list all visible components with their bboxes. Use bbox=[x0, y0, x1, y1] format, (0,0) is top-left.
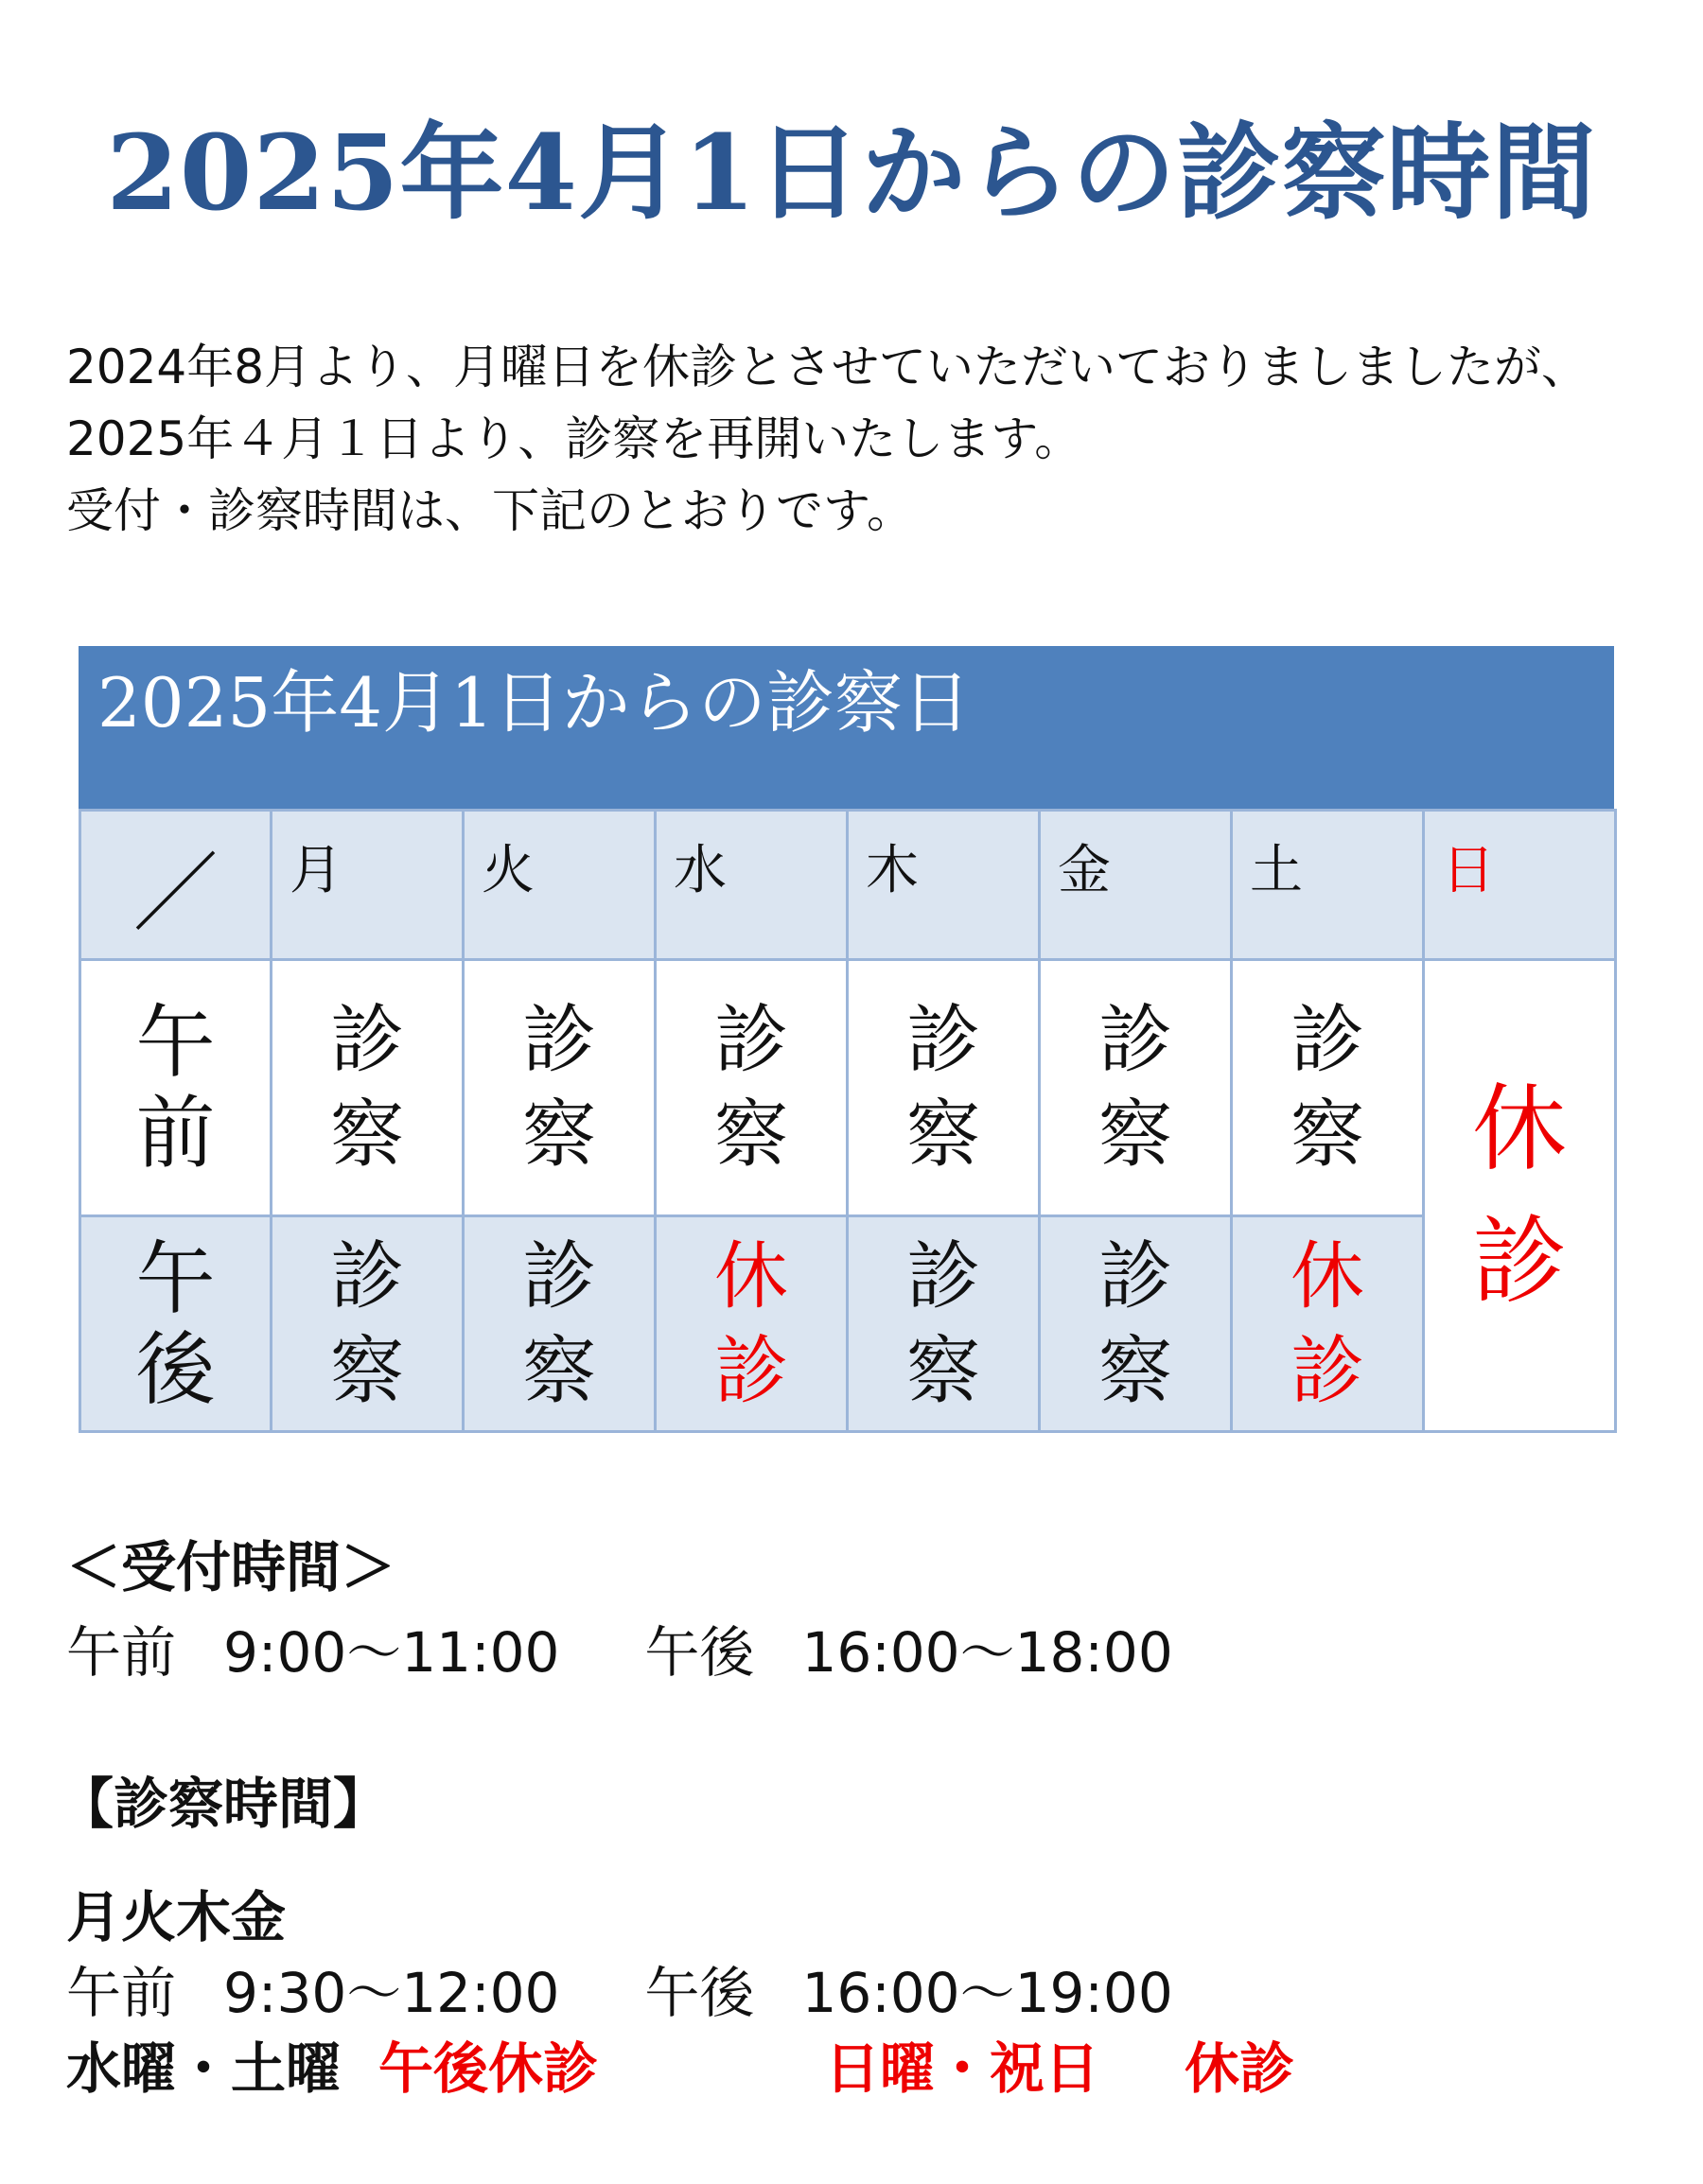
pm-mon-status: 診 察 bbox=[272, 1216, 464, 1432]
exam-heading: 【診察時間】 bbox=[59, 1772, 389, 1836]
exam-pm-time: 16:00～19:00 bbox=[801, 1961, 1173, 2025]
am-wed-status: 診 察 bbox=[656, 960, 848, 1216]
intro-text bbox=[66, 331, 1684, 547]
exam-am-time: 9:30～12:00 bbox=[223, 1961, 560, 2025]
day-header-row bbox=[80, 811, 1616, 960]
pm-wed-status: 休 診 bbox=[656, 1216, 848, 1432]
reception-times bbox=[66, 1608, 1173, 1687]
pm-fri-status: 診 察 bbox=[1040, 1216, 1232, 1432]
exam-weekday-times bbox=[66, 1948, 1173, 2028]
am-mon-status: 診 察 bbox=[272, 960, 464, 1216]
am-row bbox=[80, 960, 1616, 1216]
exam-pm-label: 午後 bbox=[644, 1961, 755, 2025]
day-wed: 水 bbox=[656, 811, 848, 960]
exam-am-label: 午前 bbox=[66, 1961, 177, 2025]
exam-weekday-label: 月火木金 bbox=[66, 1885, 287, 1949]
am-thu-status: 診 察 bbox=[848, 960, 1040, 1216]
closed-days-line bbox=[66, 2024, 1294, 2104]
reception-heading: ＜受付時間＞ bbox=[66, 1535, 396, 1599]
sun-holiday-label: 日曜・祝日 bbox=[825, 2036, 1100, 2101]
reception-pm-time: 16:00～18:00 bbox=[801, 1620, 1173, 1685]
sun-closed: 休 診 bbox=[1424, 960, 1616, 1432]
intro-line-2: 2025年４月１日より、診察を再開いたします。 bbox=[66, 411, 1082, 466]
schedule-table bbox=[79, 646, 1614, 1433]
pm-row bbox=[80, 1216, 1616, 1432]
am-tue-status: 診 察 bbox=[464, 960, 656, 1216]
pm-label: 午 後 bbox=[80, 1216, 272, 1432]
am-fri-status: 診 察 bbox=[1040, 960, 1232, 1216]
intro-line-1: 2024年8月より、月曜日を休診とさせていただいておりましましたが、 bbox=[66, 340, 1589, 394]
day-sun: 日 bbox=[1424, 811, 1616, 960]
wed-sat-note: 午後休診 bbox=[378, 2036, 599, 2101]
intro-line-3: 受付・診察時間は、下記のとおりです。 bbox=[66, 483, 914, 538]
am-sat-status: 診 察 bbox=[1232, 960, 1424, 1216]
day-fri: 金 bbox=[1040, 811, 1232, 960]
day-mon: 月 bbox=[272, 811, 464, 960]
sun-holiday-note: 休診 bbox=[1185, 2036, 1295, 2101]
am-label: 午 前 bbox=[80, 960, 272, 1216]
day-sat: 土 bbox=[1232, 811, 1424, 960]
reception-am-label: 午前 bbox=[66, 1620, 177, 1685]
pm-thu-status: 診 察 bbox=[848, 1216, 1040, 1432]
day-tue: 火 bbox=[464, 811, 656, 960]
day-thu: 木 bbox=[848, 811, 1040, 960]
wed-sat-label: 水曜・土曜 bbox=[66, 2036, 342, 2101]
corner-cell: ／ bbox=[80, 811, 272, 960]
schedule-grid bbox=[79, 809, 1617, 1433]
schedule-header: 2025年4月1日からの診察日 bbox=[79, 646, 1614, 809]
page-title: 2025年4月1日からの診察時間 bbox=[106, 112, 1597, 234]
reception-pm-label: 午後 bbox=[644, 1620, 755, 1685]
pm-sat-status: 休 診 bbox=[1232, 1216, 1424, 1432]
pm-tue-status: 診 察 bbox=[464, 1216, 656, 1432]
reception-am-time: 9:00～11:00 bbox=[223, 1620, 560, 1685]
